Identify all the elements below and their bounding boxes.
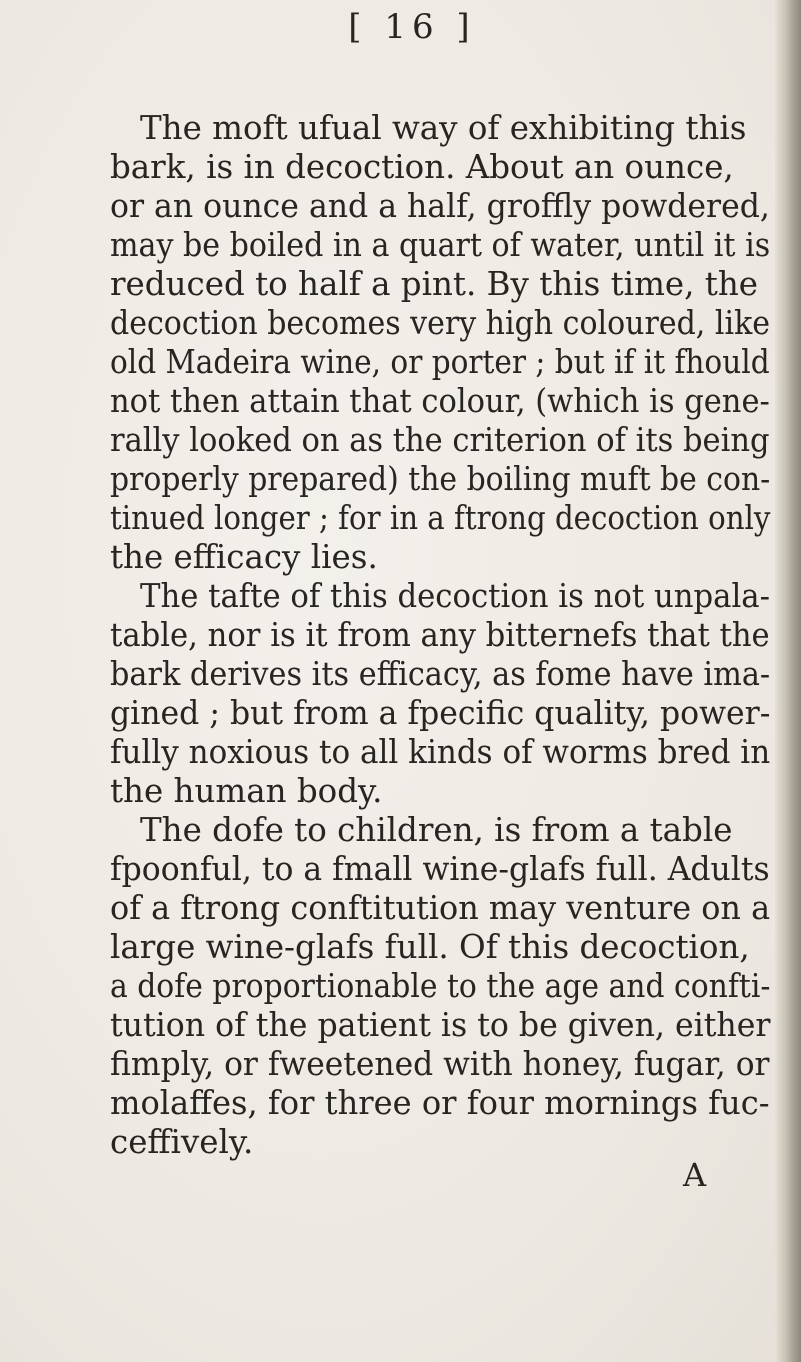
text-line: fimply, or fweetened with honey, fugar, or: [110, 1045, 770, 1083]
text-line: tution of the patient is to be given, either: [110, 1006, 771, 1044]
text-line: rally looked on as the criterion of its being: [110, 421, 770, 459]
text-line: or an ounce and a half, groffly powdered,: [110, 187, 770, 225]
text-line: reduced to half a pint. By this time, the: [110, 265, 759, 303]
page-number: [ 16 ]: [348, 7, 476, 47]
text-line: may be boiled in a quart of water, until it is: [110, 226, 771, 264]
text-line: fully noxious to all kinds of worms bred in: [110, 733, 771, 771]
text-line: The tafte of this decoction is not unpala-: [140, 577, 770, 615]
text-line: bark derives its efficacy, as fome have ima-: [110, 655, 771, 693]
catchword: A: [683, 1156, 707, 1194]
text-line: molaffes, for three or four mornings fuc-: [110, 1084, 770, 1122]
text-line: not then attain that colour, (which is gene-: [110, 382, 770, 420]
text-line: tinued longer ; for in a ftrong decoction only: [110, 499, 771, 537]
page-binding-edge: [775, 0, 801, 1362]
text-line: large wine-glafs full. Of this decoction,: [110, 928, 750, 966]
text-line: The moft ufual way of exhibiting this: [140, 109, 747, 147]
text-line: the efficacy lies.: [110, 538, 378, 576]
text-line: decoction becomes very high coloured, like: [110, 304, 771, 342]
text-line: of a ftrong conftitution may venture on a: [110, 889, 771, 927]
text-line: properly prepared) the boiling muft be con-: [110, 460, 771, 498]
text-line: fpoonful, to a fmall wine-glafs full. Adults: [110, 850, 770, 888]
text-line: a dofe proportionable to the age and confti-: [110, 967, 771, 1005]
text-line: gined ; but from a fpecific quality, power-: [110, 694, 771, 732]
text-line: bark, is in decoction. About an ounce,: [110, 148, 734, 186]
text-line: the human body.: [110, 772, 383, 810]
text-line: The dofe to children, is from a table: [140, 811, 733, 849]
text-line: ceffively.: [110, 1123, 254, 1161]
text-line: table, nor is it from any bitternefs that the: [110, 616, 770, 654]
text-line: old Madeira wine, or porter ; but if it fhould: [110, 343, 770, 381]
